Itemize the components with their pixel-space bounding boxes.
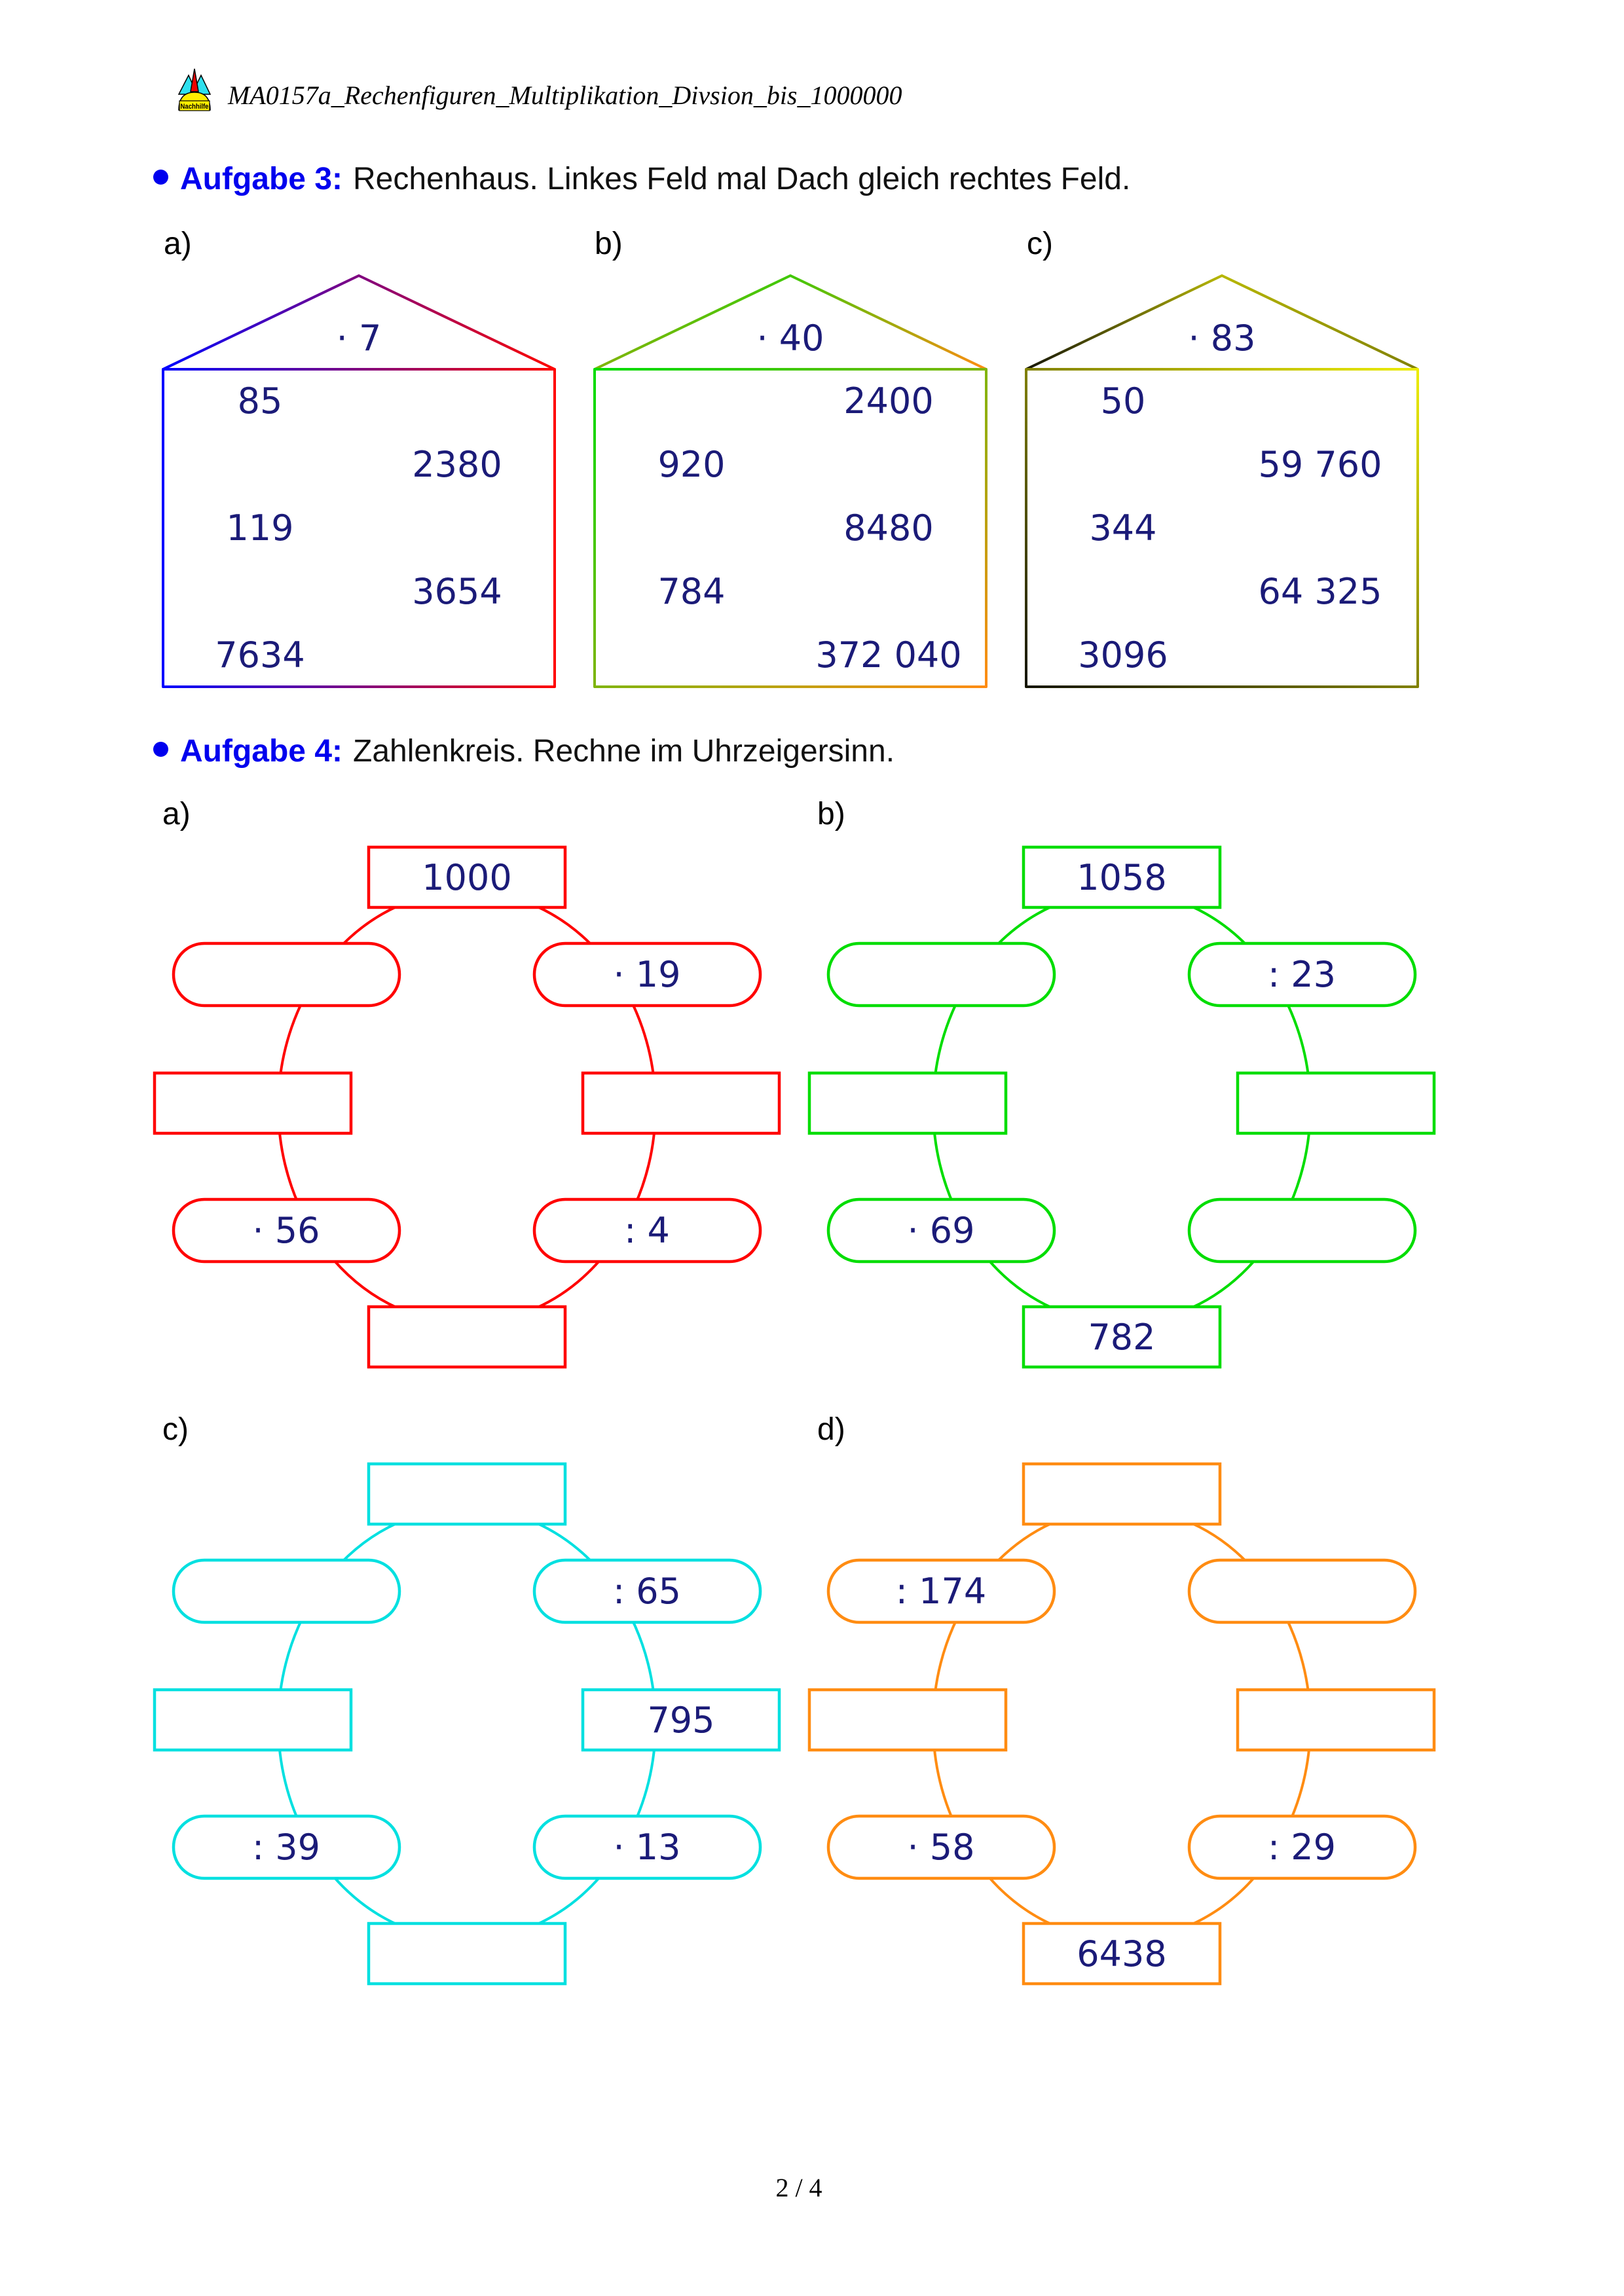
house-b-label: b) (595, 227, 623, 261)
number-box-bottom (369, 1307, 565, 1367)
value-right: 795 (647, 1700, 715, 1741)
zahlenkreis-d (807, 1462, 1436, 1986)
operator-ne: · 19 (613, 954, 681, 995)
operator-sw: · 56 (252, 1210, 320, 1251)
operator-ne: : 23 (1267, 954, 1337, 995)
number-box-left (809, 1073, 1006, 1133)
zahlenkreis-a (153, 845, 781, 1369)
red-peak-icon (191, 69, 198, 92)
bullet-icon (153, 742, 168, 757)
cell-left-5: 7634 (215, 634, 305, 676)
task3-heading-label: Aufgabe 3: (180, 162, 343, 196)
operator-sw: : 39 (251, 1827, 321, 1868)
logo-label: Nachhilfe (180, 103, 209, 111)
circle-c-label: c) (162, 1412, 189, 1447)
roof-operator: · 7 (336, 318, 382, 359)
rechenhaus-a (161, 273, 557, 689)
rechenhaus-c (1024, 273, 1420, 689)
roof-operator: · 40 (756, 318, 824, 359)
number-box-right (1238, 1073, 1434, 1133)
circle-b-label: b) (817, 797, 845, 831)
cell-left-2: 920 (657, 444, 726, 485)
cell-right-1: 2400 (843, 380, 934, 422)
number-box-left (155, 1690, 351, 1750)
cell-right-5: 372 040 (815, 634, 962, 676)
value-top: 1000 (422, 857, 512, 898)
operator-se: : 29 (1267, 1827, 1337, 1868)
rechenhaus-b (593, 273, 988, 689)
cell-left-4: 784 (657, 571, 726, 612)
number-box-top (1024, 1464, 1220, 1524)
operator-se: · 13 (613, 1827, 681, 1868)
bullet-icon (153, 170, 168, 185)
document-title: MA0157a_Rechenfiguren_Multiplikation_Divsion_bis_1000000 (228, 81, 902, 110)
operator-se: : 4 (624, 1210, 670, 1251)
operator-sw: · 69 (907, 1210, 975, 1251)
operator-ne: : 65 (612, 1571, 682, 1612)
operator-pill-nw (174, 1560, 399, 1622)
operator-pill-se (1189, 1199, 1415, 1262)
cell-right-3: 8480 (843, 507, 934, 549)
nachhilfe-logo-icon (177, 67, 212, 113)
number-box-bottom (369, 1923, 565, 1984)
cell-right-4: 64 325 (1258, 571, 1382, 612)
number-box-left (155, 1073, 351, 1133)
task4-heading-text: Zahlenkreis. Rechne im Uhrzeigersinn. (353, 734, 895, 769)
page-number: 2 / 4 (775, 2173, 822, 2202)
house-a-label: a) (164, 227, 192, 261)
cell-right-2: 59 760 (1258, 444, 1382, 485)
number-box-top (369, 1464, 565, 1524)
task3-heading (153, 161, 1130, 197)
value-bottom: 6438 (1077, 1933, 1167, 1975)
cell-left-1: 50 (1100, 380, 1146, 422)
value-top: 1058 (1077, 857, 1167, 898)
cell-right-4: 3654 (412, 571, 502, 612)
cell-right-2: 2380 (412, 444, 502, 485)
roof-operator: · 83 (1188, 318, 1256, 359)
operator-nw: : 174 (895, 1571, 987, 1612)
number-box-right (583, 1073, 779, 1133)
cell-left-5: 3096 (1078, 634, 1168, 676)
zahlenkreis-c (153, 1462, 781, 1986)
cell-left-1: 85 (237, 380, 283, 422)
circle-a-label: a) (162, 797, 191, 831)
cell-left-3: 344 (1089, 507, 1157, 549)
number-box-left (809, 1690, 1006, 1750)
task3-heading-text: Rechenhaus. Linkes Feld mal Dach gleich rechtes Feld. (353, 162, 1131, 196)
house-c-label: c) (1027, 227, 1053, 261)
cell-left-3: 119 (226, 507, 294, 549)
operator-pill-nw (828, 943, 1054, 1006)
operator-pill-nw (174, 943, 399, 1006)
circle-d-label: d) (817, 1412, 845, 1447)
task4-heading-label: Aufgabe 4: (180, 734, 343, 769)
operator-sw: · 58 (907, 1827, 975, 1868)
value-bottom: 782 (1088, 1317, 1156, 1358)
task4-heading (153, 733, 895, 769)
operator-pill-ne (1189, 1560, 1415, 1622)
number-box-right (1238, 1690, 1434, 1750)
zahlenkreis-b (807, 845, 1436, 1369)
